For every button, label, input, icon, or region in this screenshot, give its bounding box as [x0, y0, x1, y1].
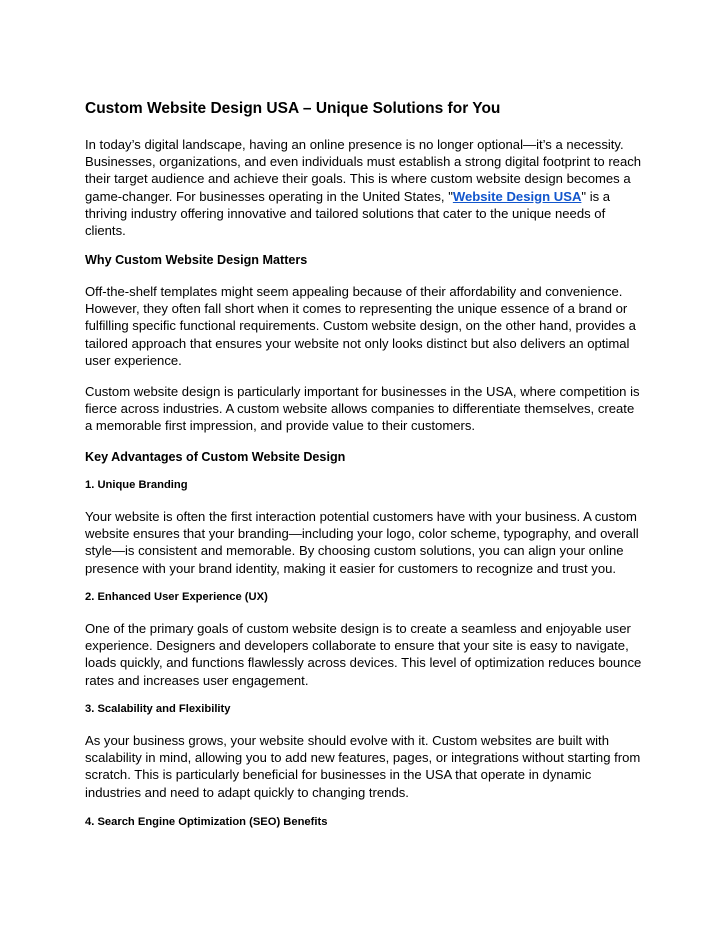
- why-paragraph-1: Off-the-shelf templates might seem appealing because of their affordability and convenience. However, they often fall short when it comes to representing the unique essence of a brand or fulfilling specific functional requirements. Custom website design, on the other hand, provides a tailored approach that ensures your website not only looks distinct but also delivers an optimal user experience.: [85, 284, 636, 368]
- intro-text-after-link: " is a thriving industry offering innovative and tailored solutions that cater to the unique needs of clients.: [85, 188, 611, 239]
- advantage-heading-unique-branding: 1. Unique Branding: [85, 479, 188, 491]
- advantage-text-user-experience: One of the primary goals of custom website design is to create a seamless and enjoyable user experience. Designers and developers collaborate to ensure that your site is easy to navigate, loads quickly, and functions flawlessly across devices. This level of optimization reduces bounce rates and increases user engagement.: [85, 621, 642, 688]
- advantage-text-scalability: As your business grows, your website should evolve with it. Custom websites are built with scalability in mind, allowing you to add new features, pages, or integrations without starting from scratch. This is particularly beneficial for businesses in the USA that operate in dynamic industries and need to adapt quickly to changing trends.: [85, 733, 641, 800]
- website-design-usa-link[interactable]: Website Design USA: [452, 188, 582, 204]
- document-title: Custom Website Design USA – Unique Solutions for You: [85, 100, 501, 117]
- advantage-heading-user-experience: 2. Enhanced User Experience (UX): [85, 591, 268, 603]
- advantage-text-unique-branding: Your website is often the first interaction potential customers have with your business. A custom website ensures that your branding—including your logo, color scheme, typography, and overall style—is consistent and memorable. By choosing custom solutions, you can align your online presence with your brand identity, making it easier for customers to recognize and trust you.: [85, 509, 639, 576]
- section-heading-why: Why Custom Website Design Matters: [85, 253, 308, 267]
- intro-paragraph: [85, 136, 645, 239]
- section-heading-advantages: Key Advantages of Custom Website Design: [85, 450, 346, 464]
- advantage-heading-seo: 4. Search Engine Optimization (SEO) Benefits: [85, 816, 328, 828]
- why-paragraph-2: Custom website design is particularly important for businesses in the USA, where competition is fierce across industries. A custom website allows companies to differentiate themselves, create a memorable first impression, and provide value to their customers.: [85, 384, 640, 434]
- advantage-heading-scalability: 3. Scalability and Flexibility: [85, 703, 231, 715]
- intro-text-before-link: In today’s digital landscape, having an online presence is no longer optional—it’s a necessity. Businesses, organizations, and even individuals must establish a strong digital footprint to reach their target audience and achieve their goals. This is where custom website design becomes a game-changer. For businesses operating in the United States, ": [85, 137, 642, 204]
